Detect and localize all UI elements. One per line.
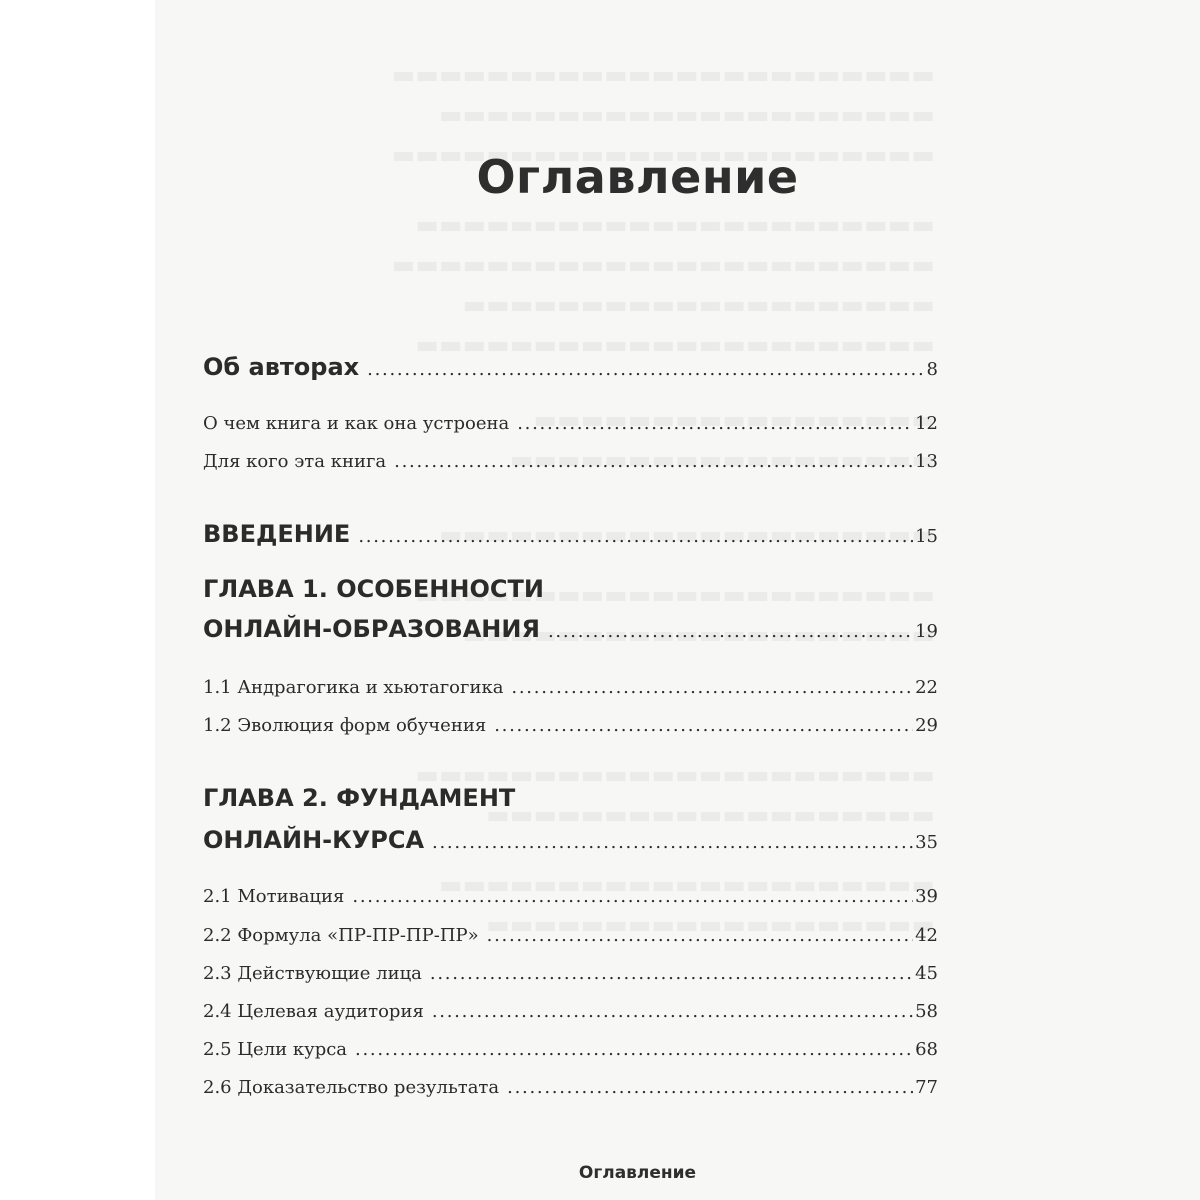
toc-entry-label: Об авторах bbox=[203, 353, 360, 381]
toc-page-number: 45 bbox=[915, 963, 938, 984]
toc-entry-about-authors[interactable] bbox=[203, 353, 938, 381]
toc-leader-dots bbox=[511, 677, 913, 698]
toc-entry-label: 1.2 Эволюция форм обучения bbox=[203, 715, 487, 736]
toc-entry-label: 2.3 Действующие лица bbox=[203, 963, 422, 984]
toc-page-number: 42 bbox=[915, 925, 938, 946]
toc-page-number: 29 bbox=[915, 715, 938, 736]
toc-page-number: 12 bbox=[915, 413, 938, 434]
chapter-2-title-line1[interactable]: ГЛАВА 2. ФУНДАМЕНТ bbox=[203, 784, 516, 812]
bleed-through-texture bbox=[439, 100, 935, 129]
toc-leader-dots bbox=[432, 832, 913, 853]
toc-entry-label: 2.6 Доказательство результата bbox=[203, 1077, 500, 1098]
toc-entry-audience[interactable] bbox=[203, 451, 938, 472]
toc-leader-dots bbox=[432, 1001, 913, 1022]
toc-entry-about-book[interactable] bbox=[203, 413, 938, 434]
toc-leader-dots bbox=[355, 1039, 913, 1060]
toc-leader-dots bbox=[394, 451, 913, 472]
toc-page-number: 15 bbox=[915, 526, 938, 547]
bleed-through-texture bbox=[392, 250, 935, 279]
toc-page-number: 77 bbox=[915, 1077, 938, 1098]
toc-entry-chapter-1[interactable] bbox=[203, 615, 938, 643]
chapter-1-title-line1[interactable]: ГЛАВА 1. ОСОБЕННОСТИ bbox=[203, 575, 544, 603]
bleed-through-texture bbox=[463, 290, 935, 319]
toc-leader-dots bbox=[487, 925, 913, 946]
toc-leader-dots bbox=[517, 413, 913, 434]
toc-entry-label: 1.1 Андрагогика и хьютагогика bbox=[203, 677, 504, 698]
bleed-through-texture bbox=[392, 60, 935, 89]
toc-entry-section-2-2[interactable] bbox=[203, 925, 938, 946]
toc-leader-dots bbox=[494, 715, 913, 736]
chapter-2-title-line2: ОНЛАЙН-КУРСА bbox=[203, 826, 425, 854]
toc-entry-section-2-4[interactable] bbox=[203, 1001, 938, 1022]
page-footer: Оглавление bbox=[578, 1163, 697, 1183]
toc-entry-introduction[interactable] bbox=[203, 520, 938, 548]
toc-entry-section-2-5[interactable] bbox=[203, 1039, 938, 1060]
toc-entry-section-2-1[interactable] bbox=[203, 886, 938, 907]
toc-leader-dots bbox=[358, 526, 913, 547]
toc-leader-dots bbox=[430, 963, 913, 984]
toc-page-number: 35 bbox=[915, 832, 938, 853]
page-margin bbox=[0, 0, 155, 1200]
page-title: Оглавление bbox=[476, 150, 799, 204]
toc-page-number: 22 bbox=[915, 677, 938, 698]
toc-entry-label: 2.4 Целевая аудитория bbox=[203, 1001, 424, 1022]
toc-entry-label: 2.1 Мотивация bbox=[203, 886, 345, 907]
toc-page-number: 39 bbox=[915, 886, 938, 907]
toc-entry-label: Для кого эта книга bbox=[203, 451, 387, 472]
chapter-1-title-line2: ОНЛАЙН-ОБРАЗОВАНИЯ bbox=[203, 615, 540, 643]
toc-page-number: 58 bbox=[915, 1001, 938, 1022]
toc-leader-dots bbox=[367, 359, 924, 380]
toc-entry-section-2-6[interactable] bbox=[203, 1077, 938, 1098]
toc-leader-dots bbox=[548, 621, 913, 642]
toc-entry-label: 2.5 Цели курса bbox=[203, 1039, 348, 1060]
toc-page-number: 68 bbox=[915, 1039, 938, 1060]
toc-page-number: 8 bbox=[926, 359, 938, 380]
bleed-through-texture bbox=[486, 800, 935, 829]
toc-entry-label: 2.2 Формула «ПР-ПР-ПР-ПР» bbox=[203, 925, 479, 946]
book-page bbox=[155, 0, 1200, 1200]
toc-entry-section-1-1[interactable] bbox=[203, 677, 938, 698]
bleed-through-texture bbox=[415, 210, 935, 239]
toc-entry-label: О чем книга и как она устроена bbox=[203, 413, 510, 434]
toc-entry-section-2-3[interactable] bbox=[203, 963, 938, 984]
toc-entry-section-1-2[interactable] bbox=[203, 715, 938, 736]
toc-page-number: 13 bbox=[915, 451, 938, 472]
toc-leader-dots bbox=[507, 1077, 913, 1098]
toc-entry-label: ВВЕДЕНИЕ bbox=[203, 520, 351, 548]
toc-page-number: 19 bbox=[915, 621, 938, 642]
toc-leader-dots bbox=[352, 886, 913, 907]
toc-entry-chapter-2[interactable] bbox=[203, 826, 938, 854]
